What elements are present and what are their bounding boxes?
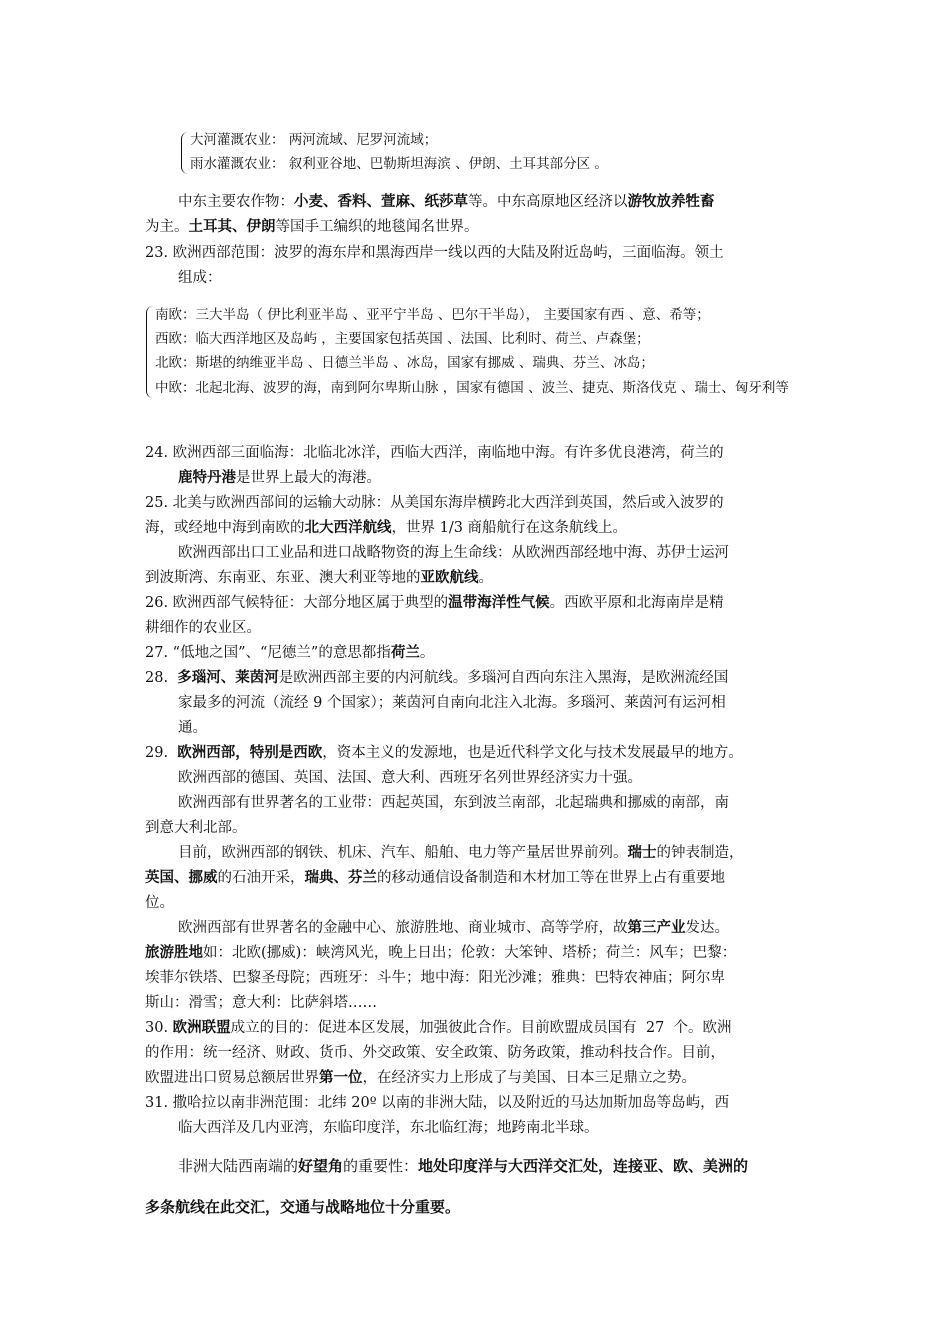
- bold-text: 欧洲西部，特别是西欧: [177, 745, 323, 761]
- text: 成立的目的：促进本区发展，加强彼此合作。目前欧盟成员国有 27 个。欧洲: [230, 1020, 732, 1036]
- cape-line-1: [178, 1156, 748, 1176]
- item-number: 28.: [145, 670, 178, 686]
- item-25-line-3: 欧洲西部出口工业品和进口战略物资的海上生命线：从欧洲西部经地中海、苏伊士运河: [178, 545, 729, 561]
- item-number: 29.: [145, 745, 178, 761]
- region-west: 西欧：临大西洋地区及岛屿 ，主要国家包括英国 、法国、比利时、荷兰、卢森堡；: [155, 331, 650, 347]
- region-north: 北欧：斯堪的纳维亚半岛 、日德兰半岛 、冰岛，国家有挪威 、瑞典、芬兰、冰岛；: [155, 355, 654, 371]
- bold-text: 荷兰: [390, 645, 420, 661]
- item-29-line-11: 斯山：滑雪；意大利：比萨斜塔……: [145, 995, 377, 1011]
- item-26-line-2: 耕细作的农业区。: [145, 620, 261, 636]
- item-29-line-1: [145, 743, 743, 763]
- text: 等。中东高原地区经济以: [468, 194, 628, 210]
- bold-text: 多瑙河、莱茵河: [177, 670, 279, 686]
- item-29-line-7: 位。: [145, 895, 174, 911]
- irrigation-brace: [181, 132, 188, 174]
- bold-text: 英国、挪威: [145, 870, 218, 886]
- text: 发达。: [685, 920, 729, 936]
- text: 欧盟进出口贸易总额居世界: [145, 1070, 319, 1086]
- text: 海，或经地中海到南欧的: [145, 520, 305, 536]
- text: ，在经济实力上形成了与美国、日本三足鼎立之势。: [362, 1070, 696, 1086]
- item-29-line-8: [178, 918, 729, 938]
- item-26-line-1: [145, 593, 724, 613]
- text: 目前，欧洲西部的钢铁、机床、汽车、船舶、电力等产量居世界前列。: [178, 845, 628, 861]
- item-27: [145, 643, 434, 663]
- item-28-line-2: 家最多的河流（流经 9 个国家）；莱茵河自南向北注入北海。多瑙河、莱茵河有运河相: [178, 695, 726, 711]
- irrigation-river: 大河灌溉农业： 两河流域、尼罗河流域；: [190, 132, 438, 148]
- text: 如：北欧(挪威)：峡湾风光，晚上日出；伦敦：大笨钟、塔桥；荷兰：风车；巴黎：: [203, 945, 737, 961]
- text: 的重要性：: [343, 1157, 419, 1175]
- item-25-line-2: [145, 518, 627, 538]
- text: ，世界 1/3 商船航行在这条航线上。: [391, 520, 628, 536]
- item-31-line-2: 临大西洋及几内亚湾，东临印度洋，东北临红海；地跨南北半球。: [178, 1120, 599, 1136]
- bold-text: 旅游胜地: [145, 945, 203, 961]
- item-23-line-1: 23. 欧洲西部范围：波罗的海东岸和黑海西岸一线以西的大陆及附近岛屿，三面临海。领土: [145, 245, 724, 261]
- item-29-line-6: [145, 868, 725, 888]
- item-23-line-2: 组成：: [178, 270, 222, 286]
- item-25-line-4: [145, 568, 493, 588]
- item-29-line-2: 欧洲西部的德国、英国、法国、意大利、西班牙名列世界经济实力十强。: [178, 770, 642, 786]
- item-31-line-1: 31. 撒哈拉以南非洲范围：北纬 20º 以南的非洲大陆，以及附近的马达加斯加岛等岛屿，西: [145, 1095, 730, 1111]
- bold-text: 温带海洋性气候: [448, 595, 550, 611]
- text: 为主。: [145, 219, 189, 235]
- bold-text: 欧洲联盟: [172, 1020, 231, 1036]
- text: 的移动通信设备制造和木材加工等在世界上占有重要地: [377, 870, 725, 886]
- region-south: 南欧：三大半岛（ 伊比利亚半岛 、亚平宁半岛 、巴尔干半岛）， 主要国家有西 、意、希等；: [155, 307, 710, 323]
- text: 27. “低地之国”、“尼德兰”的意思都指: [145, 645, 391, 661]
- item-29-line-10: 埃菲尔铁塔、巴黎圣母院；西班牙：斗牛；地中海：阳光沙滩；雅典：巴特农神庙；阿尔卑: [145, 970, 725, 986]
- item-29-line-5: [178, 843, 744, 863]
- item-29-line-3: 欧洲西部有世界著名的工业带：西起英国，东到波兰南部，北起瑞典和挪威的南部，南: [178, 795, 729, 811]
- regions-brace: [146, 306, 153, 398]
- text: 的石油开采，: [217, 870, 305, 886]
- text: 是欧洲西部主要的内河航线。多瑙河自西向东注入黑海，是欧洲流经国: [278, 670, 729, 686]
- text: 非洲大陆西南端的: [178, 1157, 299, 1175]
- bold-text: 小麦、香料、萱麻、纸莎草: [294, 194, 468, 210]
- text: 是世界上最大的海港。: [236, 470, 381, 486]
- bold-text: 第一位: [319, 1070, 363, 1086]
- bold-text: 瑞典、芬兰: [304, 870, 377, 886]
- item-30-line-3: [145, 1068, 696, 1088]
- bold-text: 瑞士: [627, 845, 657, 861]
- text: ，资本主义的发源地，也是近代科学文化与技术发展最早的地方。: [322, 745, 743, 761]
- mideast-line-1: [178, 192, 715, 212]
- bold-text: 游牧放养牲畜: [627, 194, 715, 210]
- item-28-line-3: 通。: [178, 720, 207, 736]
- item-25-line-1: 25. 北美与欧洲西部间的运输大动脉：从美国东海岸横跨北大西洋到英国，然后或入波罗的: [145, 495, 724, 511]
- item-24-line-1: 24. 欧洲西部三面临海：北临北冰洋，西临大西洋，南临地中海。有许多优良港湾，荷兰的: [145, 445, 724, 461]
- bold-text: 鹿特丹港: [178, 470, 236, 486]
- item-number: 30.: [145, 1020, 173, 1036]
- bold-text: 北大西洋航线: [304, 520, 392, 536]
- item-30-line-1: [145, 1018, 732, 1038]
- item-29-line-4: 到意大利北部。: [145, 820, 247, 836]
- text: 26. 欧洲西部气候特征：大部分地区属于典型的: [145, 595, 449, 611]
- item-29-line-9: [145, 943, 736, 963]
- text: 中东主要农作物：: [178, 194, 294, 210]
- text: 到波斯湾、东南亚、东亚、澳大利亚等地的: [145, 570, 421, 586]
- bold-text: 好望角: [298, 1157, 344, 1175]
- bold-text: 亚欧航线: [420, 570, 479, 586]
- item-24-line-2: [178, 468, 381, 488]
- item-28-line-1: [145, 668, 728, 688]
- text: 的钟表制造，: [656, 845, 744, 861]
- text: 。西欧平原和北海南岸是精: [549, 595, 724, 611]
- text: 。: [419, 645, 435, 661]
- text: 。: [478, 570, 493, 586]
- bold-text: 土耳其、伊朗: [188, 219, 276, 235]
- cape-line-2: 多条航线在此交汇，交通与战略地位十分重要。: [145, 1198, 461, 1216]
- bold-text: 第三产业: [627, 920, 686, 936]
- item-30-line-2: 的作用：统一经济、财政、货币、外交政策、安全政策、防务政策，推动科技合作。目前，: [145, 1045, 725, 1061]
- region-central: 中欧：北起北海、波罗的海，南到阿尔卑斯山脉 ，国家有德国 、波兰、捷克、斯洛伐克 、瑞士、匈牙利等: [155, 380, 789, 396]
- bold-text: 地处印度洋与大西洋交汇处，连接亚、欧、美洲的: [418, 1157, 749, 1175]
- text: 欧洲西部有世界著名的金融中心、旅游胜地、商业城市、高等学府，故: [178, 920, 628, 936]
- text: 等国手工编织的地毯闻名世界。: [275, 219, 479, 235]
- irrigation-rain: 雨水灌溉农业： 叙利亚谷地、巴勒斯坦海滨 、伊朗、土耳其部分区 。: [190, 156, 608, 172]
- mideast-line-2: [145, 217, 479, 237]
